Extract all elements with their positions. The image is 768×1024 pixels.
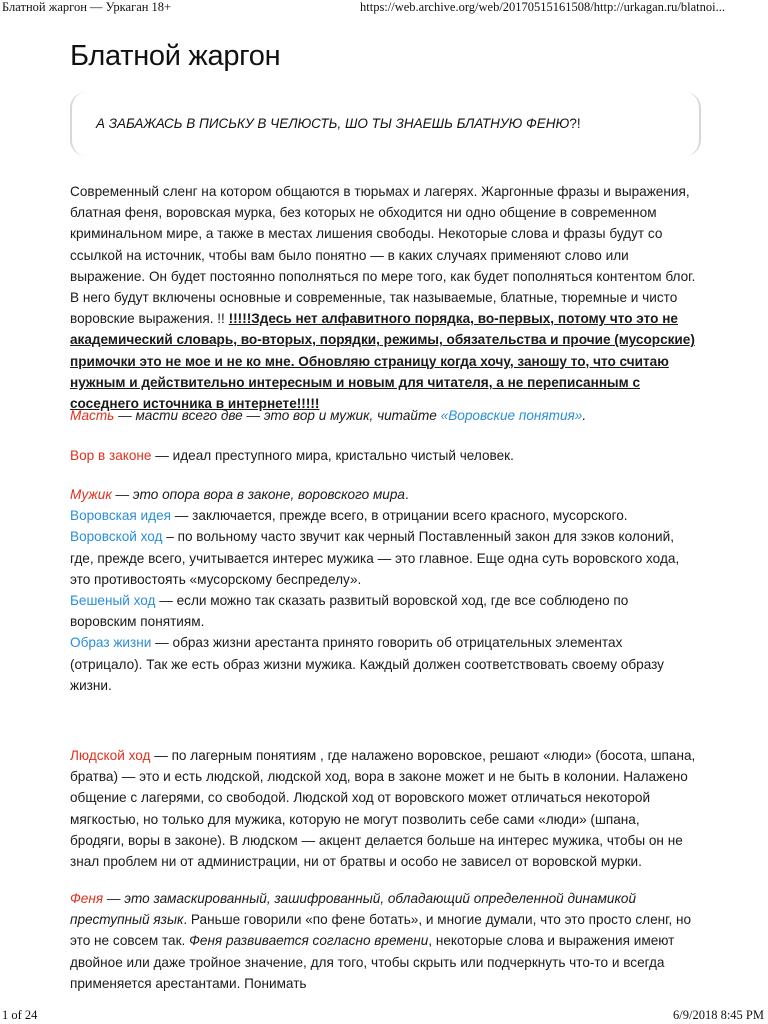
- entry-vor-v-zakone: [70, 445, 696, 466]
- term-vorovskoy-hod[interactable]: Воровской ход: [70, 529, 163, 545]
- entry-fenya: Феня — это замаскированный, зашифрованный, обладающий определенной динамикой преступный язык. Раньше говорили «по фене ботать», и многие думали, что это просто сленг, но это не совсем так. Феня развивается согласно времени, некоторые слова и выражения имеют двойное или даже тройное значение, для того, чтобы скрыть или подчеркнуть что-то и всегда применяется арестантами. Понимать: [70, 891, 692, 991]
- entry-vorovskoy-hod: [70, 526, 696, 590]
- epigraph-text: А ЗАБАЖАСЬ В ПИСЬКУ В ЧЕЛЮСТЬ, ШО ТЫ ЗНАЕШЬ БЛАТНУЮ ФЕНЮ: [96, 116, 570, 131]
- term-fenya: Феня: [70, 891, 104, 906]
- term-vorovskaya-ideya[interactable]: Воровская идея: [70, 508, 172, 524]
- def-lyudskoy-hod: — по лагерным понятиям , где налажено воровское, решают «люди» (босота, шпана, братва) — это и есть людской, людской ход, вора в законе может и не быть в колонии. Налажено общение с лагерями, со свободой. Людской ход от воровского может отличаться некоторой мягкостью, но только для мужика, которую не могут позволить себе сами «люди» (шпана, бродяги, воры в законе). В людском — акцент делается больше на интерес мужика, чтобы он не знал проблем ни от администрации, ни от братвы и особо не зависел от воровской мурки.: [70, 748, 696, 870]
- entry-list: [70, 484, 696, 696]
- def-vorovskoy-hod: – по вольному часто звучит как черный Поставленный закон для зэков колоний, где, прежде всего, учитывается интерес мужика — это главное. Еще одна суть воровского хода, это противостоять «мусорскому беспределу».: [70, 529, 680, 587]
- entry-lyudskoy-hod: [70, 745, 696, 872]
- term-obraz-zhizni[interactable]: Образ жизни: [70, 635, 152, 651]
- term-muzhik: Мужик: [70, 487, 112, 502]
- def-vorovskaya-ideya: — заключается, прежде всего, в отрицании всего красного, мусорского.: [171, 508, 628, 524]
- print-datetime: 6/9/2018 8:45 PM: [673, 1008, 764, 1022]
- term-vor-v-zakone: Вор в законе: [70, 448, 152, 463]
- term-lyudskoy-hod: Людской ход: [70, 748, 151, 763]
- intro-block: [70, 181, 696, 414]
- def-vor-v-zakone: — идеал преступного мира, кристально чистый человек.: [151, 448, 514, 463]
- def-muzhik: — это опора вора в законе, воровского мира: [111, 487, 405, 502]
- def-obraz-zhizni: — образ жизни арестанта принято говорить об отрицательных элементах (отрицало). Так же есть образ жизни мужика. Каждый должен соответствовать своему образу жизни.: [70, 635, 664, 693]
- entry-vorovskaya-ideya: [70, 505, 696, 526]
- term-mast: Масть: [70, 408, 115, 423]
- intro-paragraph: [70, 181, 696, 414]
- epigraph-tail: ?!: [569, 116, 581, 131]
- link-vorovskie-ponyatiya[interactable]: «Воровские понятия»: [440, 408, 583, 423]
- entry-mast: Масть — масти всего две — это вор и мужик, читайте «Воровские понятия».: [70, 408, 587, 423]
- entry-beshenyi-hod: [70, 590, 696, 632]
- intro-text: Современный сленг на котором общаются в тюрьмах и лагерях. Жаргонные фразы и выражения, блатная феня, воровская мурка, без которых не обходится ни одно общение в современном криминальном мире, а также в местах лишения свободы. Некоторые слова и фразы будут со ссылкой на источник, чтобы вам было понятно — в каких случаях применяют слово или выражение. Он будет постоянно пополняться по мере того, как будет пополняться контентом блог. В него будут включены основные и современные, так называемые, блатные, тюремные и чисто воровские выражения. !!: [70, 184, 696, 327]
- term-beshenyi-hod[interactable]: Бешеный ход: [70, 593, 156, 609]
- intro-disclaimer: !!!!!Здесь нет алфавитного порядка, во-первых, потому что это не академический словарь, во-вторых, порядки, режимы, обязательства и прочие (мусорские) примочки это не мое и не ко мне. Обновляю страницу когда хочу, заношу то, что считаю нужным и действительно интересным и новым для читателя, а не переписанным с соседнего источника в интернете!!!!!: [70, 311, 695, 412]
- print-page-title: Блатной жаргон — Уркаган 18+: [2, 0, 172, 14]
- print-header: [0, 0, 768, 16]
- page-counter: 1 of 24: [2, 1008, 38, 1022]
- def-fenya-italic: — это замаскированный, зашифрованный, обладающий определенной динамикой преступный язык: [70, 891, 637, 928]
- epigraph: [96, 116, 581, 131]
- print-footer: [0, 1008, 768, 1024]
- entry-muzhik: Мужик — это опора вора в законе, воровского мира.: [70, 487, 409, 502]
- print-page-url: https://web.archive.org/web/20170515161508/http://urkagan.ru/blatnoi...: [360, 0, 725, 14]
- entry-obraz-zhizni: [70, 632, 696, 696]
- def-mast: — масти всего две — это вор и мужик, читайте: [114, 408, 441, 423]
- page-title: Блатной жаргон: [70, 40, 281, 72]
- def-beshenyi-hod: — если можно так сказать развитый воровской ход, где все соблюдено по воровским понятиям.: [70, 593, 629, 630]
